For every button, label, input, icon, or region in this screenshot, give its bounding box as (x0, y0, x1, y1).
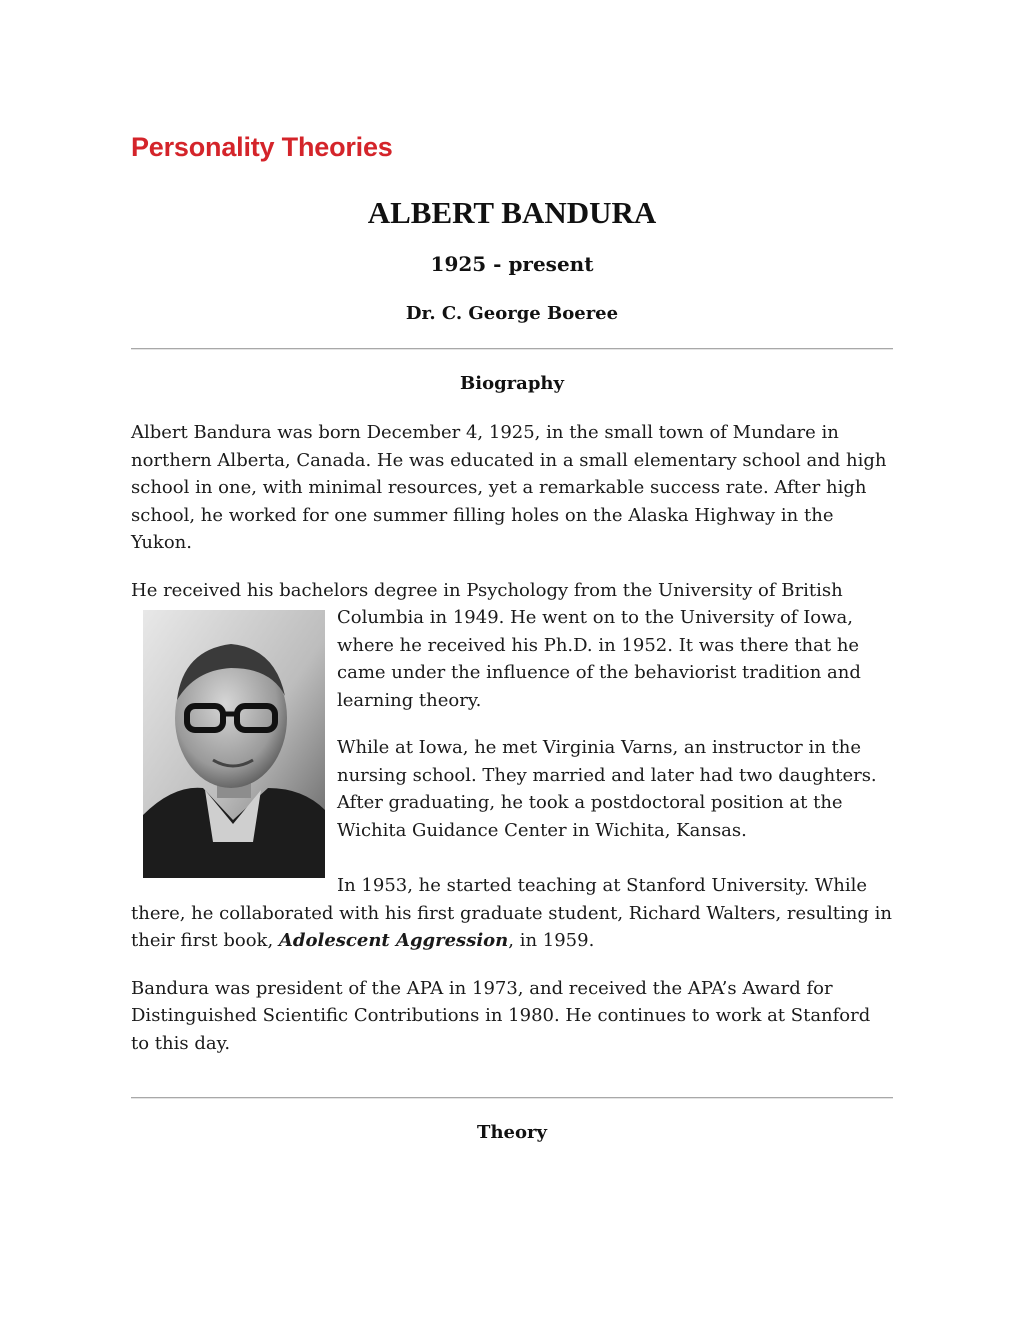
biography-paragraph-3: While at Iowa, he met Virginia Varns, an instructor in the nursing school. They married and later had two daughters. After graduating, he took a postdoctoral position at the Wichita Guidance Center in Wichita, Kansas. (337, 737, 877, 841)
biography-paragraph-1: Albert Bandura was born December 4, 1925, in the small town of Mundare in northern Alberta, Canada. He was educated in a small elementary school and high school in one, with minimal resources, yet a remarkable success rate. After high school, he worked for one summer filling holes on the Alaska Highway in the Yukon. (131, 422, 887, 553)
divider-top (131, 348, 893, 350)
page-title: ALBERT BANDURA (367, 195, 657, 230)
book-title-adolescent-aggression: Adolescent Aggression (278, 930, 509, 951)
biography-heading: Biography (460, 373, 564, 394)
theory-heading: Theory (477, 1122, 547, 1143)
lifespan-years: 1925 - present (430, 252, 594, 276)
biography-body (131, 419, 893, 1077)
personality-theories-logo: Personality Theories (131, 132, 393, 162)
biography-paragraph-2: He received his bachelors degree in Psychology from the University of British Columbia in 1949. He went on to the University of Iowa, where he received his Ph.D. in 1952. It was there that he came under the influence of the behaviorist tradition and learning theory. (131, 577, 893, 715)
divider-bottom (131, 1097, 893, 1099)
biography-paragraph-4: In 1953, he started teaching at Stanford University. While there, he collaborated with his first graduate student, Richard Walters, resulting in their first book, Adolescent Aggression, in 1959. (131, 875, 892, 951)
albert-bandura-portrait-photo (143, 610, 325, 878)
biography-paragraph-5: Bandura was president of the APA in 1973, and received the APA’s Award for Distinguished Scientific Contributions in 1980. He continues to work at Stanford to this day. (131, 977, 871, 1054)
author-name: Dr. C. George Boeree (405, 303, 619, 324)
